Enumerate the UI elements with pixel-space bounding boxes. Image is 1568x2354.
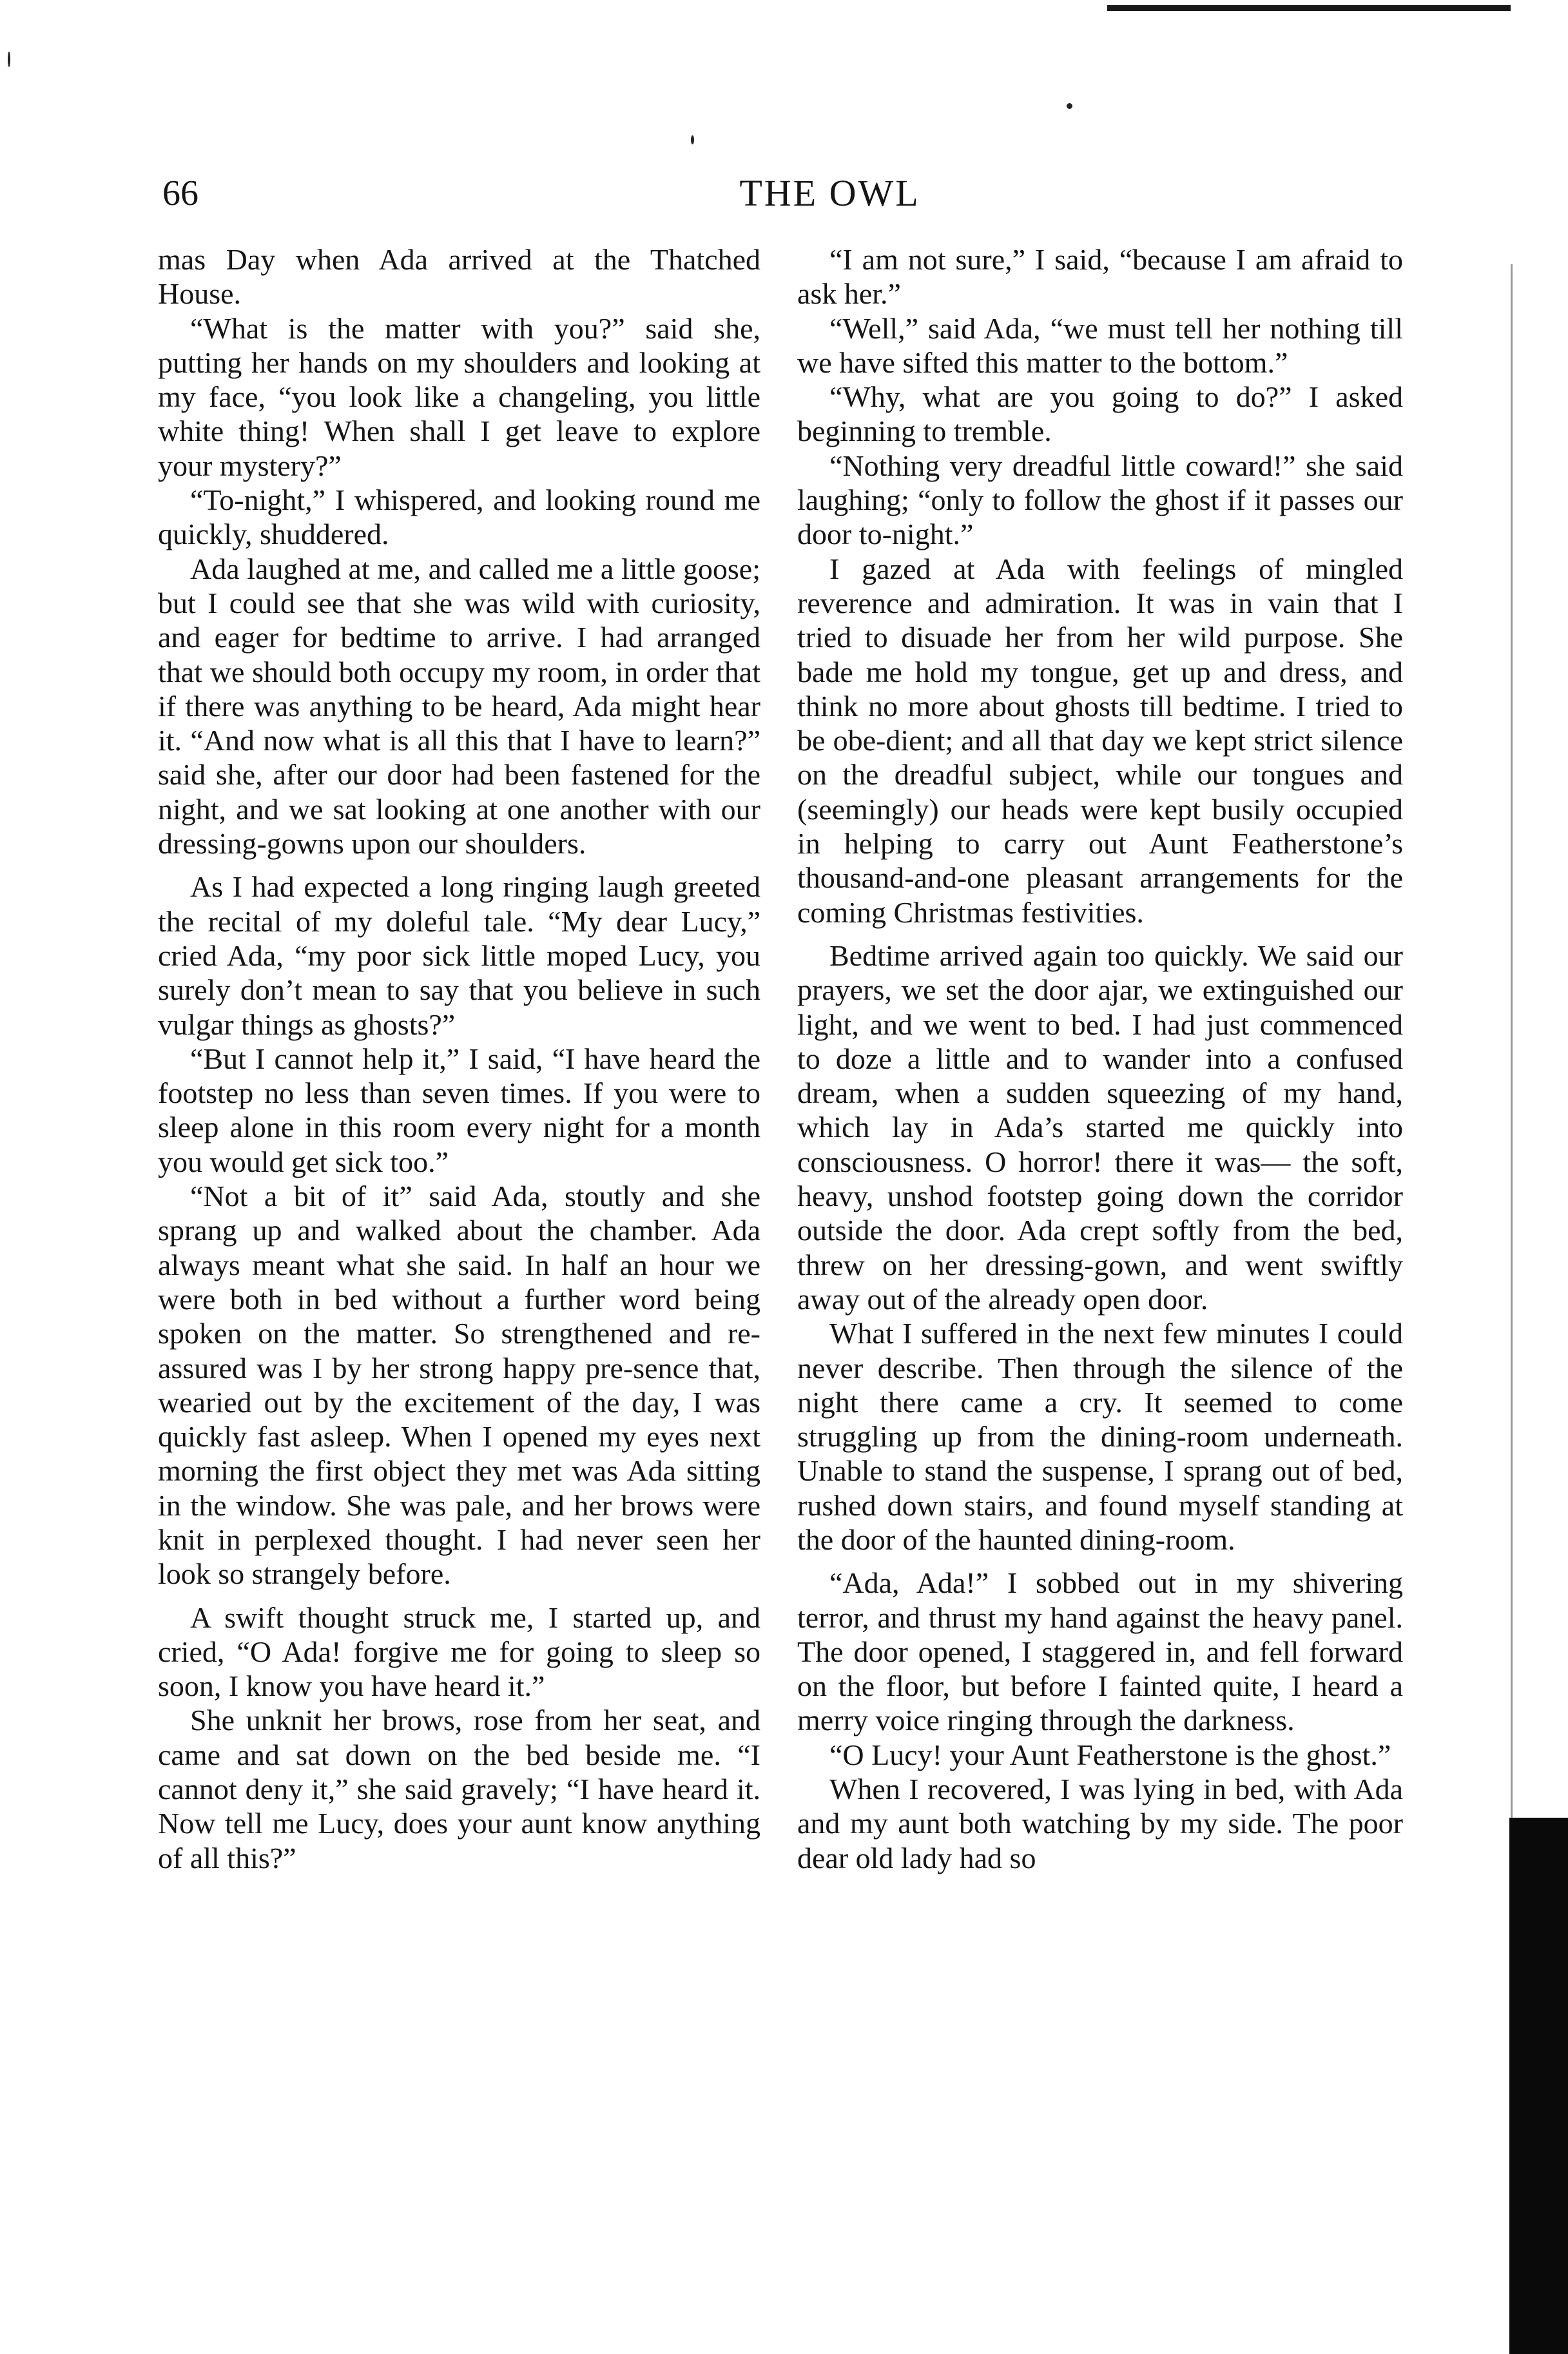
paragraph: “But I cannot help it,” I said, “I have heard the footstep no less than seven times. If you were to sleep alone in this room every night for a month you would get sick too.” — [158, 1042, 760, 1178]
ink-speck — [1067, 103, 1072, 109]
paragraph: What I suffered in the next few minutes I could never describe. Then through the silence of the night there came a cry. It seemed to come struggling up from the dining-room underneath. Unable to stand the suspense, I sprang out of bed, rushed down stairs, and found myself standing at the door of the haunted dining-room. — [797, 1317, 1403, 1556]
paragraph: “Well,” said Ada, “we must tell her nothing till we have sifted this matter to the bottom.” — [797, 311, 1403, 379]
paragraph: “Why, what are you going to do?” I asked beginning to tremble. — [797, 380, 1403, 448]
left-text-column — [158, 242, 760, 1875]
paragraph: “I am not sure,” I said, “because I am afraid to ask her.” — [797, 243, 1403, 311]
paragraph: As I had expected a long ringing laugh greeted the recital of my doleful tale. “My dear Lucy,” cried Ada, “my poor sick little moped Lucy, you surely don’t mean to say that you believe in such vulgar things as ghosts?” — [158, 870, 760, 1041]
paragraph: “Not a bit of it” said Ada, stoutly and she sprang up and walked about the chamber. Ada always meant what she said. In half an hour we were both in bed without a further word being spoken on the matter. So strengthened and re-assured was I by her strong happy pre-sence that, wearied out by the excitement of the day, I was quickly fast asleep. When I opened my eyes next morning the first object they met was Ada sitting in the window. She was pale, and her brows were knit in perplexed thought. I had never seen her look so strangely before. — [158, 1180, 760, 1591]
paragraph: mas Day when Ada arrived at the Thatched House. — [158, 243, 760, 311]
paragraph: “Nothing very dreadful little coward!” she said laughing; “only to follow the ghost if it passes our door to-night.” — [797, 449, 1403, 551]
top-border-rule — [1107, 5, 1511, 11]
page-edge-rule — [1511, 264, 1513, 1837]
paragraph: “What is the matter with you?” said she, putting her hands on my shoulders and looking at my face, “you look like a changeling, you little white thing! When shall I get leave to explore your mystery?” — [158, 311, 760, 482]
paragraph: Bedtime arrived again too quickly. We said our prayers, we set the door ajar, we extinguished our light, and we went to bed. I had just commenced to doze a little and to wander into a confused dream, when a sudden squeezing of my hand, which lay in Ada’s started me quickly into consciousness. O horror! there it was— the soft, heavy, unshod footstep going down the corridor outside the door. Ada crept softly from the bed, threw on her dressing-gown, and went swiftly away out of the already open door. — [797, 939, 1403, 1316]
running-title: THE OWL — [739, 172, 920, 214]
paragraph: Ada laughed at me, and called me a little goose; but I could see that she was wild with curiosity, and eager for bedtime to arrive. I had arranged that we should both occupy my room, in order that if there was anything to be heard, Ada might hear it. “And now what is all this that I have to learn?” said she, after our door had been fastened for the night, and we sat looking at one another with our dressing-gowns upon our shoulders. — [158, 552, 760, 861]
page-header — [162, 169, 1516, 218]
page-edge-shadow — [1509, 1818, 1568, 2354]
paragraph: “To-night,” I whispered, and looking round me quickly, shuddered. — [158, 483, 760, 551]
paragraph: A swift thought struck me, I started up, and cried, “O Ada! forgive me for going to sleep so soon, I know you have heard it.” — [158, 1600, 760, 1703]
ink-speck — [8, 52, 10, 67]
paragraph: I gazed at Ada with feelings of mingled reverence and admiration. It was in vain that I tried to disuade her from her wild purpose. She bade me hold my tongue, get up and dress, and think no more about ghosts till bedtime. I tried to be obe-dient; and all that day we kept strict silence on the dreadful subject, while our tongues and (seemingly) our heads were kept busily occupied in helping to carry out Aunt Featherstone’s thousand-and-one pleasant arrangements for the coming Christmas festivities. — [797, 552, 1403, 929]
ink-speck — [691, 135, 694, 144]
page-number: 66 — [162, 173, 198, 213]
paragraph: “Ada, Ada!” I sobbed out in my shivering terror, and thrust my hand against the heavy panel. The door opened, I staggered in, and fell forward on the floor, but before I fainted quite, I heard a merry voice ringing through the darkness. — [797, 1566, 1403, 1737]
paragraph: She unknit her brows, rose from her seat, and came and sat down on the bed beside me. “I cannot deny it,” she said gravely; “I have heard it. Now tell me Lucy, does your aunt know anything of all this?” — [158, 1704, 760, 1874]
paragraph: When I recovered, I was lying in bed, with Ada and my aunt both watching by my side. The poor dear old lady had so — [797, 1773, 1403, 1874]
right-text-column — [797, 242, 1403, 1875]
paragraph: “O Lucy! your Aunt Featherstone is the ghost.” — [829, 1738, 1391, 1771]
